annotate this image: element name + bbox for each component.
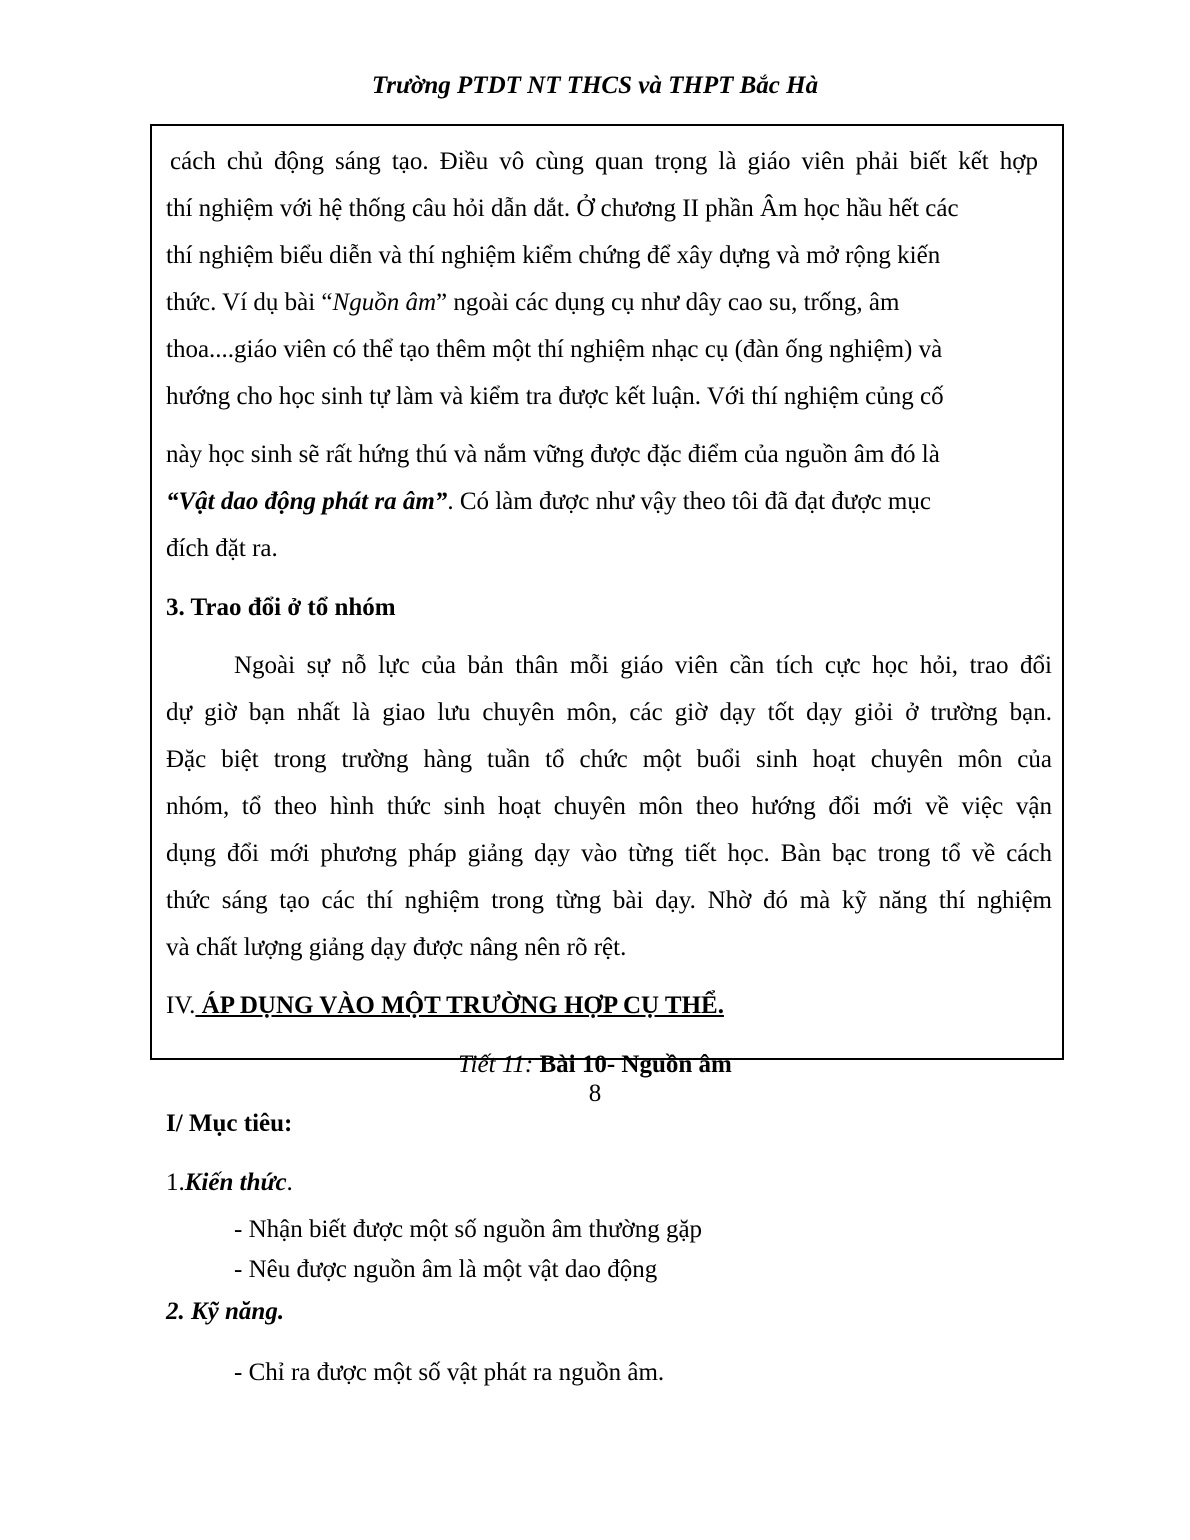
section3-line7: và chất lượng giảng dạy được nâng nên rõ rệt.: [166, 934, 627, 961]
para1-line3: thí nghiệm biểu diễn và thí nghiệm kiểm chứng để xây dựng và mở rộng kiến: [166, 242, 941, 269]
knowledge-dot: .: [286, 1169, 293, 1196]
lesson-name-italic: Nguồn âm: [332, 289, 437, 316]
knowledge-number: 1.: [166, 1169, 185, 1196]
section3-line2: dự giờ bạn nhất là giao lưu chuyên môn, các giờ dạy tốt dạy giỏi ở trường bạn.: [166, 699, 1052, 726]
section3-line4: nhóm, tổ theo hình thức sinh hoạt chuyên môn theo hướng đổi mới về việc vận: [166, 793, 1052, 820]
knowledge-label: Kiến thức: [184, 1169, 287, 1196]
lesson-period: Tiết 11:: [458, 1051, 534, 1078]
knowledge-item-2: - Nêu được nguồn âm là một vật dao động: [234, 1256, 658, 1283]
section4-prefix: IV.: [166, 992, 196, 1019]
section3-line3: Đặc biệt trong trường hàng tuần tổ chức một buổi sinh hoạt chuyên môn của: [166, 746, 1052, 773]
para1-line4: [166, 287, 899, 319]
section4-title: ÁP DỤNG VÀO MỘT TRƯỜNG HỢP CỤ THỂ.: [195, 992, 724, 1019]
para1-line8-text: . Có làm được như vậy theo tôi đã đạt được mục: [447, 488, 931, 515]
objectives-heading: I/ Mục tiêu:: [166, 1110, 293, 1137]
skills-item-1: - Chỉ ra được một số vật phát ra nguồn âm.: [234, 1359, 665, 1386]
para1-line4-text: thức. Ví dụ bài “: [166, 289, 333, 316]
conclusion-quote: “Vật dao động phát ra âm”: [166, 488, 448, 515]
section4-heading: [166, 990, 724, 1022]
knowledge-item-1: - Nhận biết được một số nguồn âm thường gặp: [234, 1216, 703, 1243]
knowledge-heading: [166, 1167, 293, 1199]
para1-line7: này học sinh sẽ rất hứng thú và nắm vững được đặc điểm của nguồn âm đó là: [166, 441, 940, 468]
section3-line5: dụng đổi mới phương pháp giảng dạy vào từng tiết học. Bàn bạc trong tổ về cách: [166, 840, 1052, 867]
section3-line6: thức sáng tạo các thí nghiệm trong từng bài dạy. Nhờ đó mà kỹ năng thí nghiệm: [166, 887, 1052, 914]
section3-line1: Ngoài sự nỗ lực của bản thân mỗi giáo viên cần tích cực học hỏi, trao đổi: [234, 652, 1052, 679]
skills-heading: 2. Kỹ năng.: [166, 1298, 285, 1325]
lesson-title: [458, 1049, 732, 1081]
page-number: 8: [588, 1080, 602, 1107]
para1-line1: cách chủ động sáng tạo. Điều vô cùng quan trọng là giáo viên phải biết kết hợp: [170, 148, 1038, 175]
para1-line8: [166, 486, 931, 518]
para1-line9: đích đặt ra.: [166, 535, 278, 562]
lesson-name: Bài 10- Nguồn âm: [533, 1051, 732, 1078]
page-header: Trường PTDT NT THCS và THPT Bắc Hà: [371, 72, 819, 99]
para1-line4-text-end: ” ngoài các dụng cụ như dây cao su, trống, âm: [436, 289, 900, 316]
para1-line5: thoa....giáo viên có thể tạo thêm một thí nghiệm nhạc cụ (đàn ống nghiệm) và: [166, 336, 943, 363]
para1-line6: hướng cho học sinh tự làm và kiểm tra được kết luận. Với thí nghiệm củng cố: [166, 383, 944, 410]
para1-line2: thí nghiệm với hệ thống câu hỏi dẫn dắt. Ở chương II phần Âm học hầu hết các: [166, 195, 959, 222]
section3-title: 3. Trao đổi ở tổ nhóm: [166, 594, 396, 621]
